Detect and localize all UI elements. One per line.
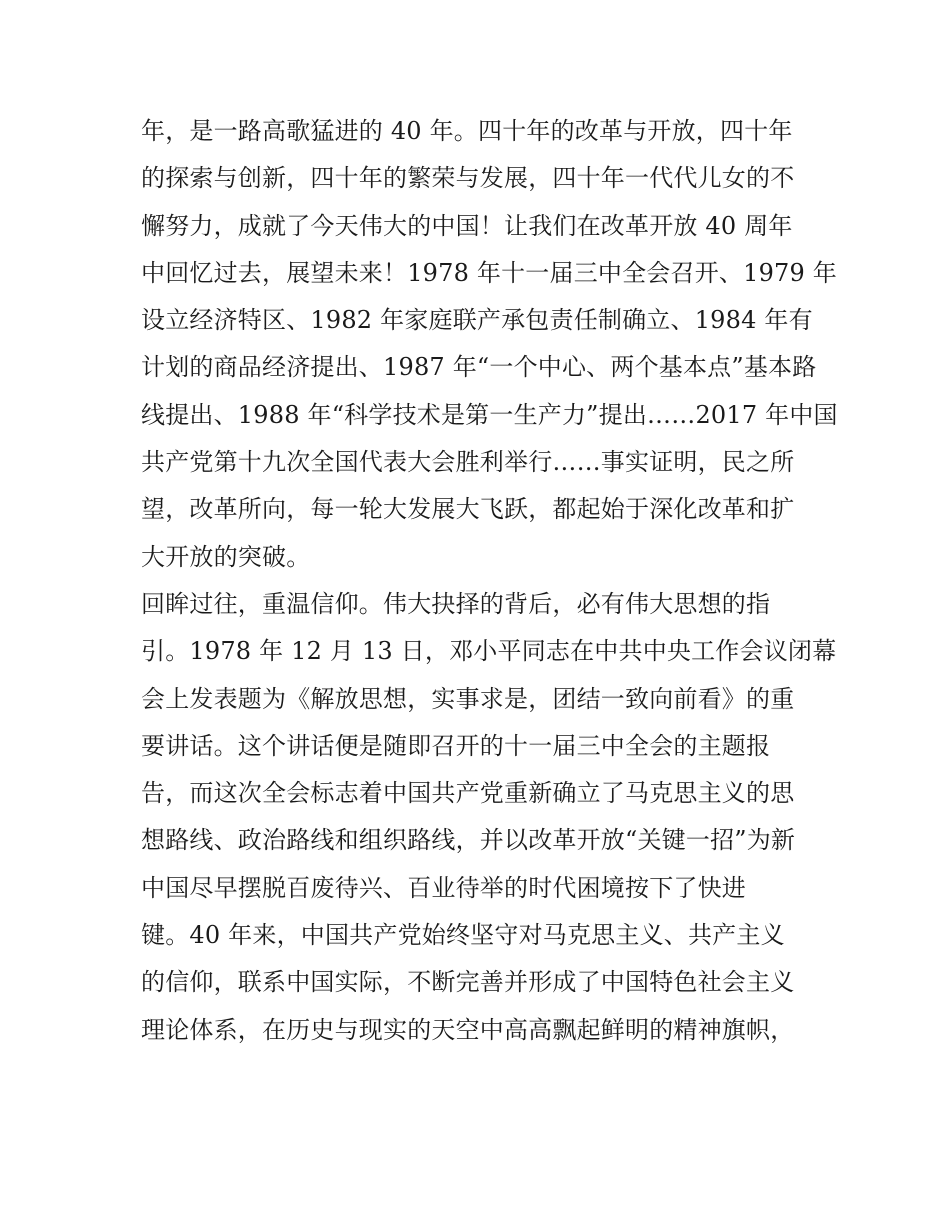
text-line: 告，而这次全会标志着中国共产党重新确立了马克思主义的思: [141, 779, 795, 808]
text-line: 想路线、政治路线和组织路线，并以改革开放“关键一招”为新: [141, 826, 796, 855]
text-line: 线提出、1988 年“科学技术是第一生产力”提出……2017 年中国: [141, 400, 838, 429]
text-line: 大开放的突破。: [141, 542, 311, 571]
text-line: 的探索与创新，四十年的繁荣与发展，四十年一代代儿女的不: [141, 164, 795, 193]
text-line: 共产党第十九次全国代表大会胜利举行……事实证明，民之所: [141, 448, 795, 477]
text-line: 引。1978 年 12 月 13 日，邓小平同志在中共中央工作会议闭幕: [141, 637, 837, 666]
text-line: 要讲话。这个讲话便是随即召开的十一届三中全会的主题报: [141, 731, 771, 760]
text-line: 计划的商品经济提出、1987 年“一个中心、两个基本点”基本路: [141, 353, 817, 382]
text-line: 的信仰，联系中国实际，不断完善并形成了中国特色社会主义: [141, 968, 795, 997]
text-line: 中回忆过去，展望未来！1978 年十一届三中全会召开、1979 年: [141, 258, 838, 287]
text-line: 设立经济特区、1982 年家庭联产承包责任制确立、1984 年有: [141, 306, 813, 335]
text-line: 年，是一路高歌猛进的 40 年。四十年的改革与开放，四十年: [141, 117, 793, 145]
text-line: 望，改革所向，每一轮大发展大飞跃，都起始于深化改革和扩: [141, 495, 795, 524]
text-line: 懈努力，成就了今天伟大的中国！让我们在改革开放 40 周年: [141, 211, 793, 240]
body-text: [141, 108, 838, 1054]
text-line: 会上发表题为《解放思想，实事求是，团结一致向前看》的重: [141, 684, 795, 713]
text-line: 中国尽早摆脱百废待兴、百业待举的时代困境按下了快进: [141, 873, 746, 902]
text-line: 键。40 年来，中国共产党始终坚守对马克思主义、共产主义: [141, 921, 785, 950]
text-line: 理论体系，在历史与现实的天空中高高飘起鲜明的精神旗帜，: [141, 1015, 795, 1044]
text-line: 回眸过往，重温信仰。伟大抉择的背后，必有伟大思想的指: [141, 589, 771, 618]
